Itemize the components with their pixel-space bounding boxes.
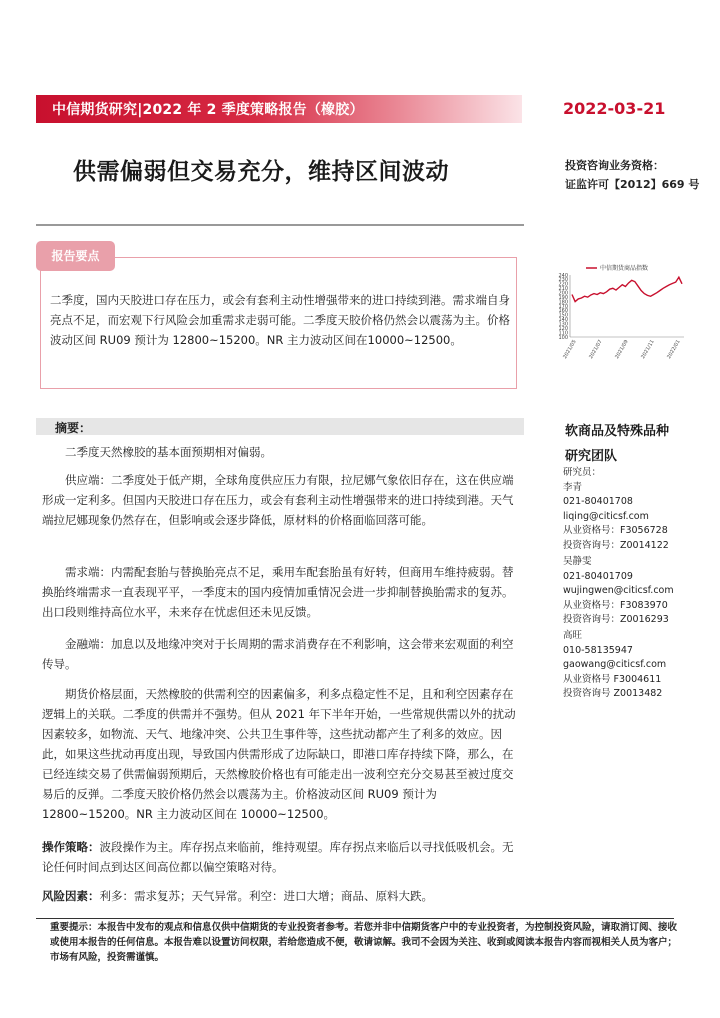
analyst-card-3 xyxy=(563,629,666,702)
analyst-cert-practice: 从业资格号：F3056728 xyxy=(563,525,668,536)
chart-x-tick-label: 2021/07 xyxy=(588,339,604,360)
chart-y-tick-label: 140 xyxy=(558,317,568,324)
key-points-tab: 报告要点 xyxy=(36,241,115,271)
qualification-line-1: 投资咨询业务资格： xyxy=(565,159,664,172)
chart-y-tick-label: 170 xyxy=(558,303,568,310)
footer-divider xyxy=(36,918,674,919)
researcher-label: 研究员： xyxy=(563,467,602,478)
chart-y-tick-label: 200 xyxy=(558,290,568,297)
analyst-card-2 xyxy=(563,555,674,628)
operation-strategy-text: 波段操作为主。库存拐点来临前，维持观望。库存拐点来临后以寻找低吸机会。无论任何时间点到达区间高位都以偏空策略对待。 xyxy=(42,840,514,874)
chart-y-tick-label: 100 xyxy=(558,334,568,341)
team-title xyxy=(565,419,669,469)
analyst-phone: 021-80401709 xyxy=(563,570,633,582)
risk-factors xyxy=(42,886,520,906)
operation-strategy xyxy=(42,837,520,877)
team-title-line-2: 研究团队 xyxy=(565,449,618,464)
chart-x-tick-label: 2021/09 xyxy=(614,339,630,360)
chart-y-tick-label: 180 xyxy=(558,299,568,306)
analyst-name: 高旺 xyxy=(563,630,583,641)
analyst-email[interactable]: wujingwen@citicsf.com xyxy=(563,585,674,596)
chart-series-line xyxy=(572,277,682,301)
team-title-line-1: 软商品及特殊品种 xyxy=(565,424,670,439)
abstract-paragraph-finance: 金融端：加息以及地缘冲突对于长周期的需求消费存在不利影响，这会带来宏观面的利空传导。 xyxy=(42,637,514,671)
chart-y-tick-label: 190 xyxy=(558,294,568,301)
abstract-paragraph-supply: 供应端：二季度处于低产期，全球角度供应压力有限，拉尼娜气象依旧存在，这在供应端形成一定利多。但国内天胶进口存在压力，或会有套利主动性增强带来的进口持续到港。天气端拉尼娜现象仍然存在，但影响或会逐步降低，原材料的价格面临回落可能。 xyxy=(42,473,514,527)
analyst-cert-consulting: 投资咨询号：Z0016293 xyxy=(563,614,669,625)
analyst-email[interactable]: liqing@citicsf.com xyxy=(563,510,649,522)
chart-legend-label: 中信期货商品指数 xyxy=(600,265,649,272)
report-date: 2022-03-21 xyxy=(563,99,666,118)
analyst-name: 吴静雯 xyxy=(563,556,592,567)
chart-y-tick-label: 240 xyxy=(558,272,568,279)
abstract-label: 摘要： xyxy=(55,421,92,435)
chart-y-tick-label: 230 xyxy=(558,277,568,284)
abstract-paragraph-demand: 需求端：内需配套胎与替换胎亮点不足，乘用车配套胎虽有好转，但商用车维持疲弱。替换胎终端需求一直表现平平，一季度末的国内疫情加重情况会进一步抑制替换胎需求的复苏。出口段则维持高位水平，未来存在忧虑但还未见反馈。 xyxy=(42,565,514,619)
chart-x-tick-label: 2022/01 xyxy=(666,339,682,360)
chart-y-tick-label: 150 xyxy=(558,312,568,319)
chart-y-tick-label: 210 xyxy=(558,286,568,293)
abstract-paragraph-1: 二季度天然橡胶的基本面预期相对偏弱。 xyxy=(65,445,272,459)
chart-y-tick-label: 160 xyxy=(558,308,568,315)
chart-y-tick-label: 130 xyxy=(558,321,568,328)
analyst-card-1 xyxy=(563,466,669,553)
qualification-block xyxy=(565,156,699,194)
operation-strategy-label: 操作策略： xyxy=(42,840,100,854)
analyst-phone: 021-80401708 xyxy=(563,496,633,507)
analyst-email[interactable]: gaowang@citicsf.com xyxy=(563,659,667,670)
analyst-cert-practice: 从业资格号 F3004611 xyxy=(563,673,662,685)
header-divider xyxy=(36,224,524,226)
analyst-cert-consulting: 投资咨询号：Z0014122 xyxy=(563,539,669,551)
chart-x-tick-label: 2021/11 xyxy=(640,339,656,360)
chart-y-tick-label: 220 xyxy=(558,281,568,288)
important-notice: 重要提示：本报告中发布的观点和信息仅供中信期货的专业投资者参考。若您并非中信期货客户中的专业投资者，为控制投资风险，请取消订阅、接收或使用本报告的任何信息。本报告难以设置访问权限，若给您造成不便，敬请谅解。我司不会因为关注、收到或阅读本报告内容而视相关人员为客户；市场有风险，投资需谨慎。 xyxy=(50,922,678,963)
chart-y-tick-label: 120 xyxy=(558,325,568,332)
analyst-phone: 010-58135947 xyxy=(563,644,633,656)
risk-factors-label: 风险因素： xyxy=(42,889,100,903)
qualification-line-2: 证监许可【2012】669 号 xyxy=(565,178,700,191)
analyst-cert-consulting: 投资咨询号 Z0013482 xyxy=(563,688,663,699)
risk-factors-text: 利多：需求复苏；天气异常。利空：进口大增；商品、原料大跌。 xyxy=(99,889,433,903)
commodity-index-chart xyxy=(548,258,698,370)
page-title: 供需偏弱但交易充分，维持区间波动 xyxy=(73,159,449,185)
analyst-cert-practice: 从业资格号：F3083970 xyxy=(563,599,668,611)
abstract-header-bar xyxy=(36,418,524,435)
analyst-name: 李青 xyxy=(563,481,583,493)
chart-y-tick-label: 110 xyxy=(558,330,568,337)
report-series-title: 中信期货研究|2022 年 2 季度策略报告（橡胶） xyxy=(52,102,364,118)
chart-x-tick-label: 2021/05 xyxy=(562,339,578,360)
abstract-paragraph-futures: 期货价格层面，天然橡胶的供需利空的因素偏多，利多点稳定性不足，且和利空因素存在逻辑上的关联。二季度的供需并不强势。但从 2021 年下半年开始，一些常规供需以外的扰动因素较多，如物流、天气、地缘冲突、公共卫生事件等，这些扰动都产生了利多的效应。因此，如果这些扰动再度出现，导致国内供需形成了边际缺口，即港口库存持续下降，那么，在已经连续交易了供需偏弱预期后，天然橡胶价格也有可能走出一波利空充分交易甚至被过度交易后的反弹。二季度天胶价格仍然会以震荡为主。价格波动区间 RU09 预计为 12800~15200。NR 主力波动区间在 10000~12500。 xyxy=(42,687,516,821)
key-points-text: 二季度，国内天胶进口存在压力，或会有套利主动性增强带来的进口持续到港。需求端自身亮点不足，而宏观下行风险会加重需求走弱可能。二季度天胶价格仍然会以震荡为主。价格波动区间 RU09 预计为 12800~15200。NR 主力波动区间在10000~12500。 xyxy=(50,293,510,347)
